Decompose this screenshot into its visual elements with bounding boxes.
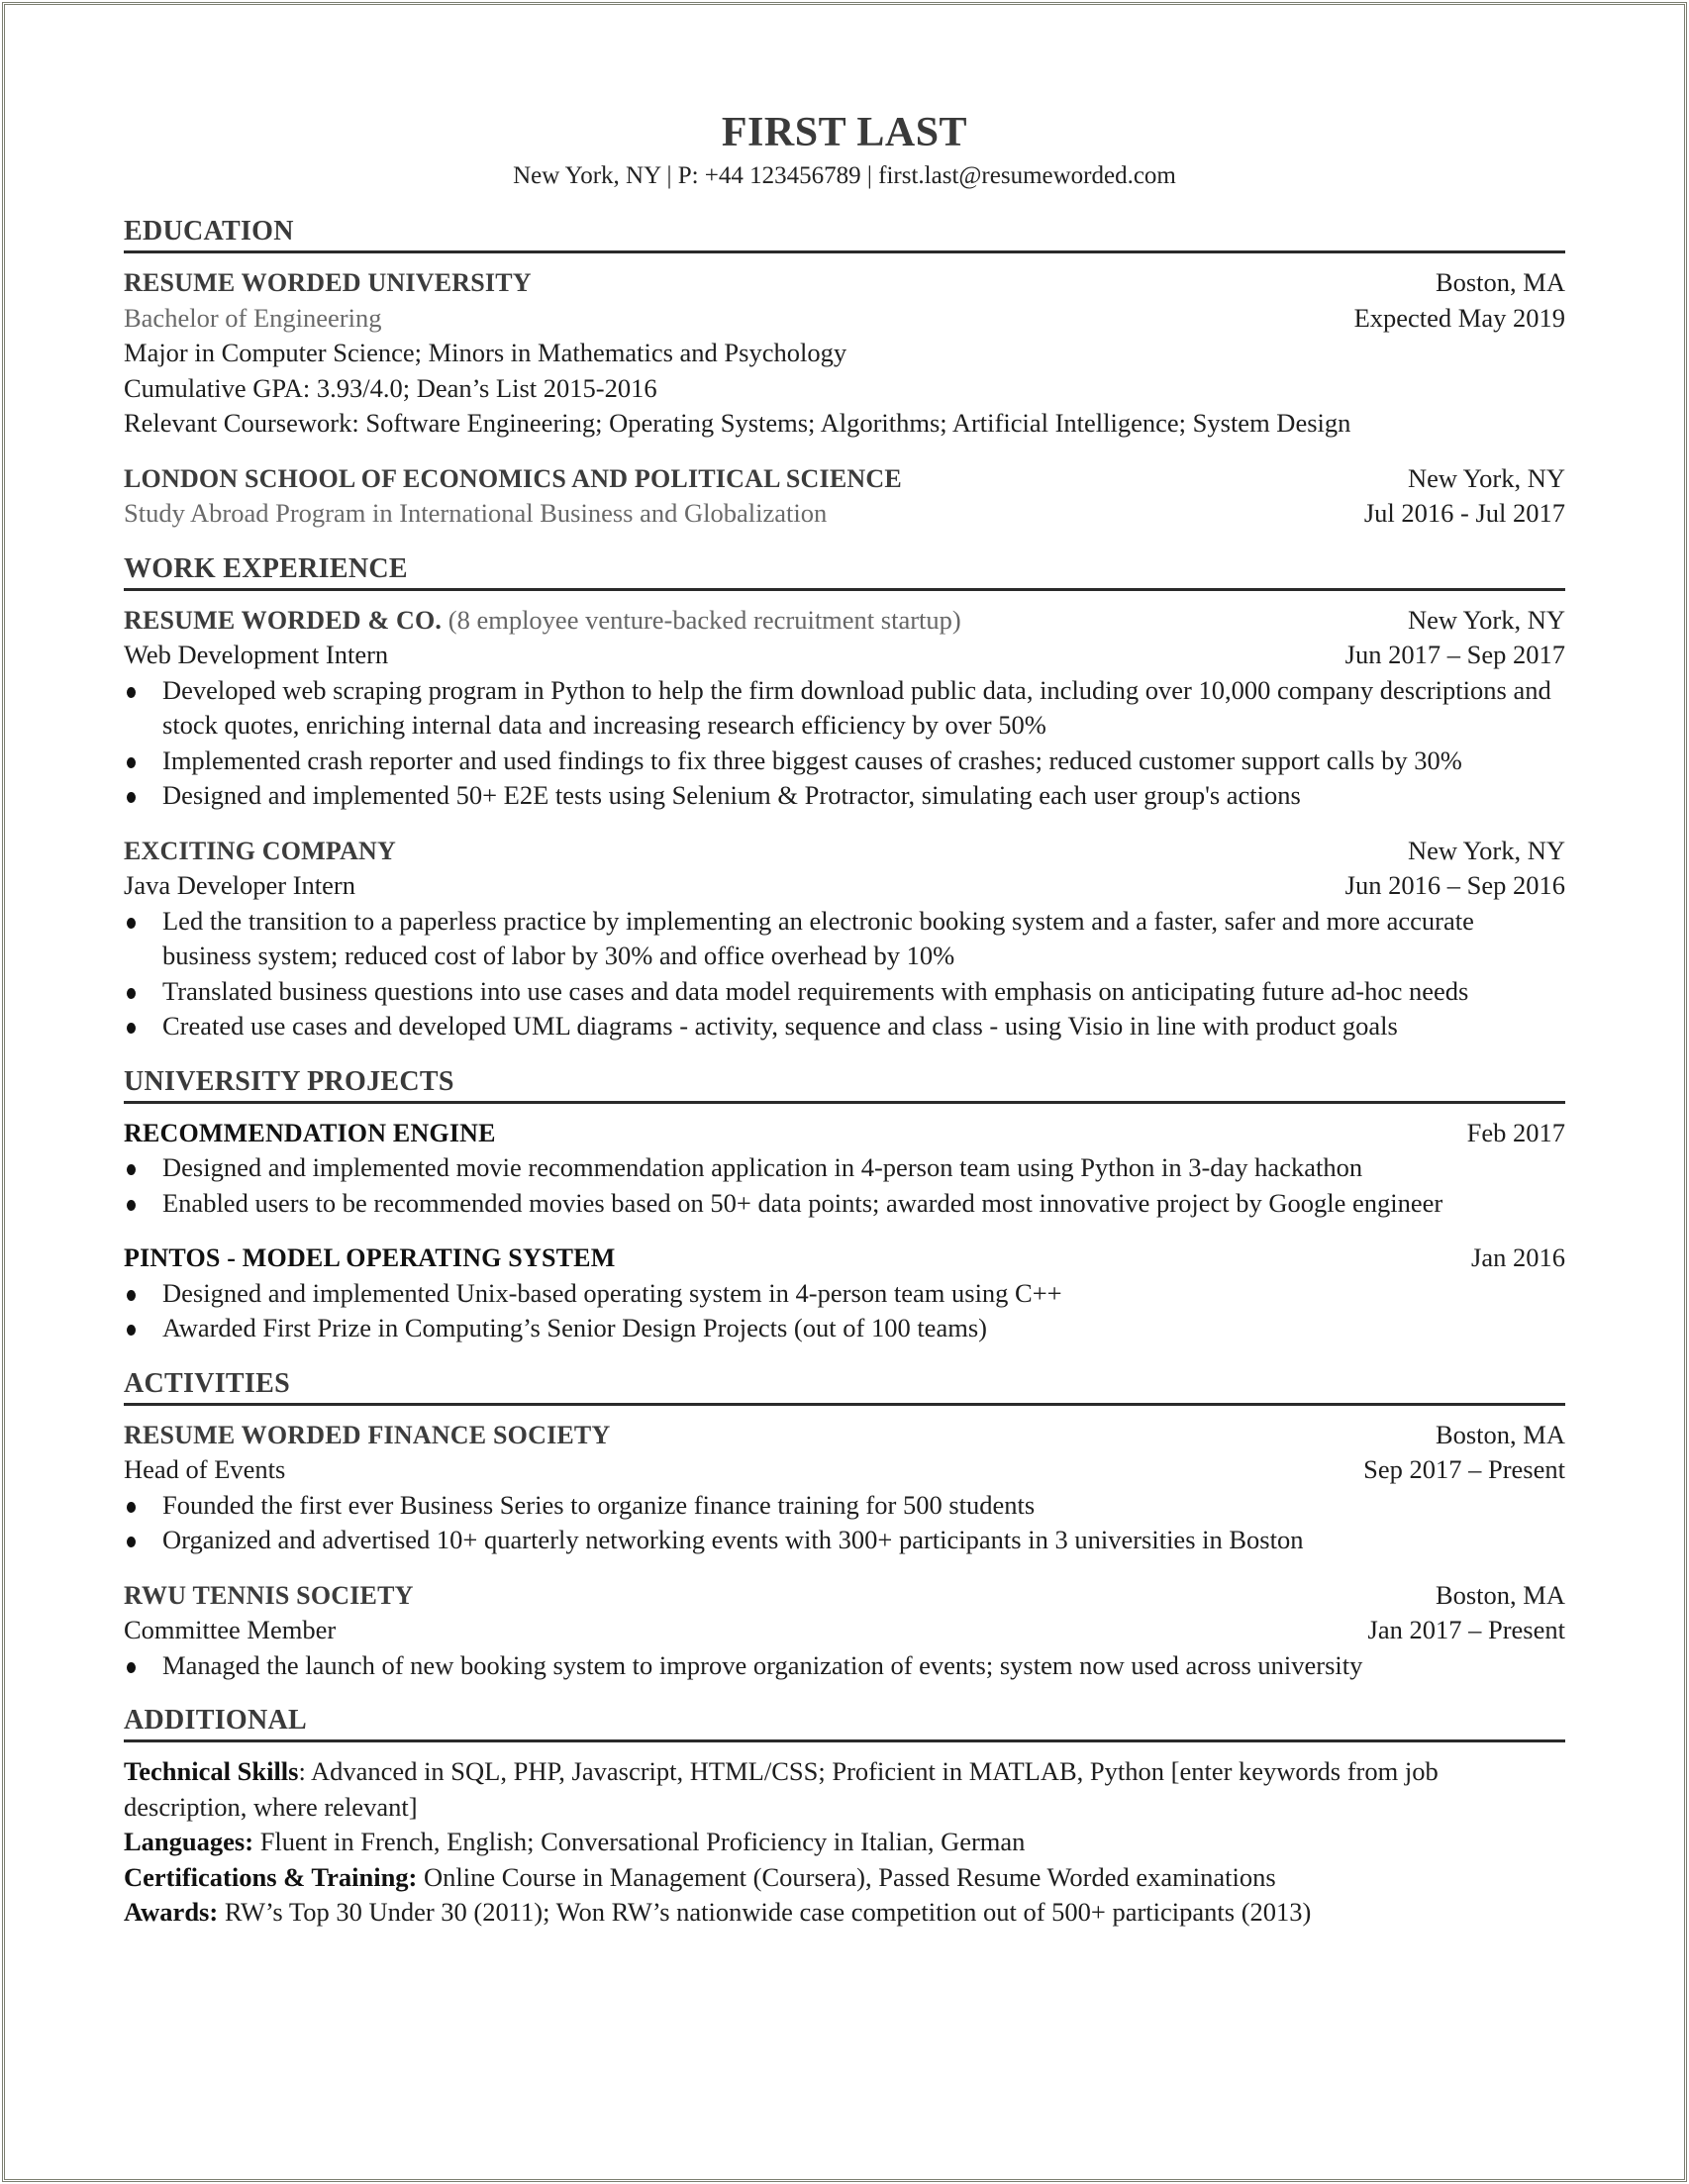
project-entry — [124, 1116, 1565, 1222]
company-name: RESUME WORDED & CO. — [124, 605, 443, 635]
project-bullets — [124, 1276, 1565, 1346]
additional-label: Certifications & Training: — [124, 1861, 418, 1892]
additional-text: Fluent in French, English; Conversational Proficiency in Italian, German — [259, 1827, 1026, 1856]
school-location: New York, NY — [1407, 462, 1565, 493]
additional-text: Online Course in Management (Coursera), Passed Resume Worded examinations — [424, 1861, 1276, 1892]
project-name: PINTOS - MODEL OPERATING SYSTEM — [124, 1243, 616, 1272]
job-entry — [124, 603, 1565, 814]
additional-label: Languages: — [124, 1827, 254, 1856]
additional-item-certifications — [124, 1860, 1565, 1896]
activity-location: Boston, MA — [1435, 1579, 1565, 1610]
education-date: Jul 2016 - Jul 2017 — [1363, 498, 1565, 528]
job-bullets — [124, 673, 1565, 814]
bullet-item: Founded the first ever Business Series to organize finance training for 500 students — [124, 1488, 1565, 1524]
additional-label: Awards: — [124, 1897, 219, 1927]
bullet-item: Managed the launch of new booking system to improve organization of events; system now used across university — [124, 1648, 1565, 1684]
degree: Study Abroad Program in International Business and Globalization — [124, 498, 828, 528]
contact-line: New York, NY | P: +44 123456789 | first.last@resumeworded.com — [513, 162, 1176, 189]
candidate-name: FIRST LAST — [721, 110, 968, 155]
project-name: RECOMMENDATION ENGINE — [124, 1118, 496, 1147]
job-date: Jun 2016 – Sep 2016 — [1344, 870, 1565, 900]
additional-item-awards — [124, 1895, 1565, 1931]
bullet-item: Developed web scraping program in Python to help the firm download public data, including over 10,000 company descriptions and stock quotes, enriching internal data and increasing research efficiency by over 50% — [124, 673, 1565, 744]
project-entry — [124, 1241, 1565, 1346]
activity-role: Committee Member — [124, 1615, 337, 1644]
additional-item-languages — [124, 1825, 1565, 1860]
job-location: New York, NY — [1407, 604, 1565, 635]
school-name: LONDON SCHOOL OF ECONOMICS AND POLITICAL SCIENCE — [124, 463, 902, 493]
activity-role: Head of Events — [124, 1454, 286, 1484]
activity-location: Boston, MA — [1435, 1419, 1565, 1449]
degree: Bachelor of Engineering — [124, 302, 382, 333]
activity-bullets — [124, 1648, 1565, 1684]
work-experience-section — [124, 551, 1565, 1044]
bullet-item: Awarded First Prize in Computing’s Senior Design Projects (out of 100 teams) — [124, 1311, 1565, 1346]
additional-label: Technical Skills — [124, 1756, 299, 1786]
job-date: Jun 2017 – Sep 2017 — [1344, 640, 1565, 669]
activity-bullets — [124, 1488, 1565, 1558]
activity-org: RESUME WORDED FINANCE SOCIETY — [124, 1420, 611, 1449]
section-title-additional: ADDITIONAL — [124, 1703, 1565, 1742]
school-location: Boston, MA — [1435, 267, 1565, 297]
bullet-item: Implemented crash reporter and used findings to fix three biggest causes of crashes; reduced customer support calls by 30% — [124, 744, 1565, 779]
bullet-item: Led the transition to a paperless practice by implementing an electronic booking system and a faster, safer and more accurate business system; reduced cost of labor by 30% and office overhead by 10% — [124, 904, 1565, 974]
bullet-item: Organized and advertised 10+ quarterly networking events with 300+ participants in 3 universities in Boston — [124, 1523, 1565, 1558]
bullet-item: Designed and implemented movie recommendation application in 4-person team using Python in 3-day hackathon — [124, 1150, 1565, 1186]
additional-item-technical-skills: Technical Skills: Advanced in SQL, PHP, Javascript, HTML/CSS; Proficient in MATLAB, Python [enter keywords from job description, where relevant] — [124, 1756, 1439, 1822]
job-title: Java Developer Intern — [124, 870, 355, 900]
resume-page — [124, 107, 1565, 1931]
project-date: Jan 2016 — [1471, 1242, 1565, 1272]
education-section — [124, 214, 1565, 532]
additional-text: Advanced in SQL, PHP, Javascript, HTML/CSS; Proficient in MATLAB, Python [enter keywords from job description, where relevant] — [124, 1756, 1439, 1822]
activity-entry — [124, 1578, 1565, 1684]
job-location: New York, NY — [1407, 835, 1565, 865]
job-title: Web Development Intern — [124, 640, 389, 669]
bullet-item: Designed and implemented 50+ E2E tests using Selenium & Protractor, simulating each user group's actions — [124, 778, 1565, 814]
school-name: RESUME WORDED UNIVERSITY — [124, 268, 532, 297]
bullet-item: Designed and implemented Unix-based operating system in 4-person team using C++ — [124, 1276, 1565, 1312]
project-date: Feb 2017 — [1466, 1117, 1565, 1147]
company-note: (8 employee venture-backed recruitment startup) — [447, 604, 961, 635]
activity-date: Sep 2017 – Present — [1363, 1454, 1565, 1484]
activity-date: Jan 2017 – Present — [1367, 1615, 1565, 1644]
education-date: Expected May 2019 — [1353, 302, 1565, 333]
activity-org: RWU TENNIS SOCIETY — [124, 1580, 414, 1610]
section-title-education: EDUCATION — [124, 214, 1565, 253]
education-detail: Relevant Coursework: Software Engineering; Operating Systems; Algorithms; Artificial Intelligence; System Design — [124, 408, 1351, 438]
education-entry — [124, 265, 1565, 442]
bullet-item: Created use cases and developed UML diagrams - activity, sequence and class - using Visio in line with product goals — [124, 1009, 1565, 1044]
section-title-projects: UNIVERSITY PROJECTS — [124, 1064, 1565, 1104]
additional-section — [124, 1703, 1565, 1931]
section-title-work: WORK EXPERIENCE — [124, 551, 1565, 591]
activities-section — [124, 1366, 1565, 1684]
activity-entry — [124, 1418, 1565, 1558]
job-entry — [124, 834, 1565, 1044]
project-bullets — [124, 1150, 1565, 1221]
bullet-item: Enabled users to be recommended movies based on 50+ data points; awarded most innovative project by Google engineer — [124, 1186, 1565, 1222]
education-detail: Cumulative GPA: 3.93/4.0; Dean’s List 2015-2016 — [124, 372, 657, 403]
education-entry — [124, 461, 1565, 532]
section-title-activities: ACTIVITIES — [124, 1366, 1565, 1406]
projects-section — [124, 1064, 1565, 1346]
job-bullets — [124, 904, 1565, 1044]
bullet-item: Translated business questions into use cases and data model requirements with emphasis on anticipating future ad-hoc needs — [124, 974, 1565, 1010]
company-name: EXCITING COMPANY — [124, 836, 396, 865]
additional-text: RW’s Top 30 Under 30 (2011); Won RW’s nationwide case competition out of 500+ participants (2013) — [224, 1897, 1312, 1927]
education-detail: Major in Computer Science; Minors in Mathematics and Psychology — [124, 338, 847, 367]
